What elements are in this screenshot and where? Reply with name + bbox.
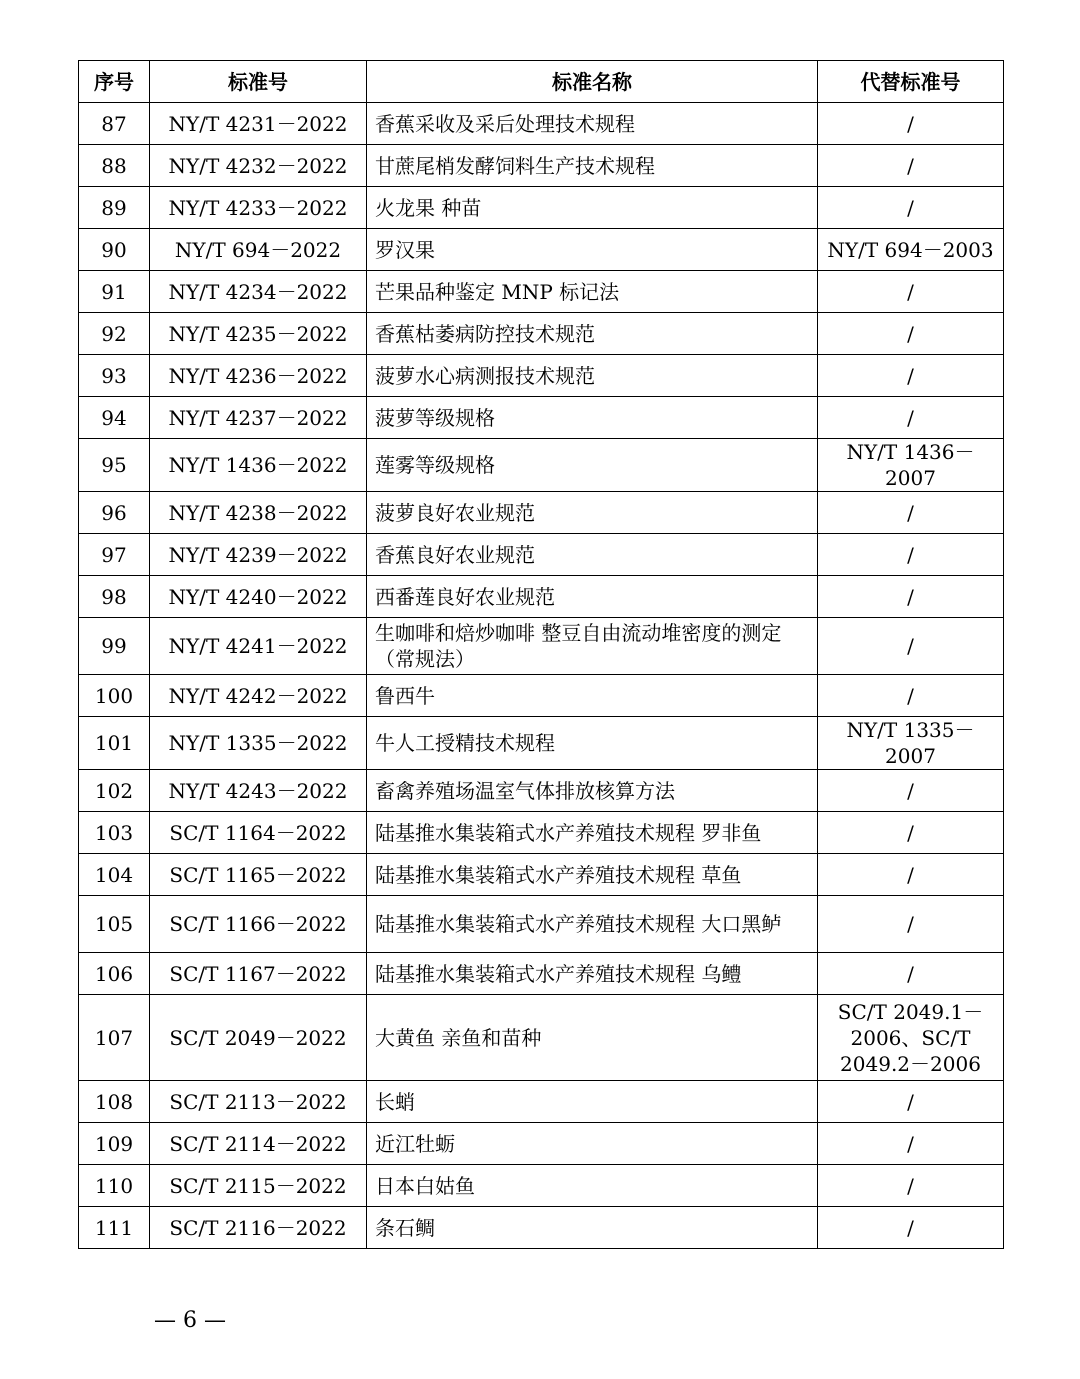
row-standard-code: SC/T 1166－2022 xyxy=(150,896,367,953)
row-standard-name: 西番莲良好农业规范 xyxy=(367,576,818,618)
row-standard-name: 条石鲷 xyxy=(367,1207,818,1249)
row-standard-name: 陆基推水集装箱式水产养殖技术规程 大口黑鲈 xyxy=(367,896,818,953)
row-standard-name: 菠萝等级规格 xyxy=(367,397,818,439)
table-row xyxy=(79,492,1004,534)
row-replaced-standard: / xyxy=(818,812,1004,854)
row-replaced-standard: / xyxy=(818,1165,1004,1207)
row-replaced-standard: / xyxy=(818,534,1004,576)
row-replaced-standard: / xyxy=(818,397,1004,439)
row-standard-name: 近江牡蛎 xyxy=(367,1123,818,1165)
row-replaced-standard: NY/T 1436－2007 xyxy=(818,439,1004,492)
header-standard-name: 标准名称 xyxy=(367,61,818,103)
row-standard-name: 陆基推水集装箱式水产养殖技术规程 乌鳢 xyxy=(367,953,818,995)
table-row xyxy=(79,103,1004,145)
row-standard-code: NY/T 4234－2022 xyxy=(150,271,367,313)
table-row xyxy=(79,770,1004,812)
row-standard-code: SC/T 1164－2022 xyxy=(150,812,367,854)
table-row xyxy=(79,145,1004,187)
row-serial-number: 100 xyxy=(79,675,150,717)
row-serial-number: 87 xyxy=(79,103,150,145)
table-row xyxy=(79,717,1004,770)
table-row xyxy=(79,271,1004,313)
table-row xyxy=(79,995,1004,1081)
table-row xyxy=(79,439,1004,492)
row-standard-code: NY/T 4231－2022 xyxy=(150,103,367,145)
row-standard-name: 日本白姑鱼 xyxy=(367,1165,818,1207)
row-serial-number: 97 xyxy=(79,534,150,576)
row-serial-number: 106 xyxy=(79,953,150,995)
row-standard-name: 香蕉采收及采后处理技术规程 xyxy=(367,103,818,145)
row-standard-name: 莲雾等级规格 xyxy=(367,439,818,492)
row-standard-code: NY/T 1335－2022 xyxy=(150,717,367,770)
row-serial-number: 98 xyxy=(79,576,150,618)
row-serial-number: 91 xyxy=(79,271,150,313)
standards-table xyxy=(78,60,1004,1249)
row-replaced-standard: / xyxy=(818,896,1004,953)
row-standard-code: NY/T 4236－2022 xyxy=(150,355,367,397)
row-replaced-standard: / xyxy=(818,492,1004,534)
row-standard-name: 畜禽养殖场温室气体排放核算方法 xyxy=(367,770,818,812)
row-standard-code: NY/T 1436－2022 xyxy=(150,439,367,492)
row-replaced-standard: / xyxy=(818,103,1004,145)
row-serial-number: 110 xyxy=(79,1165,150,1207)
row-replaced-standard: / xyxy=(818,1123,1004,1165)
row-standard-name: 生咖啡和焙炒咖啡 整豆自由流动堆密度的测定（常规法） xyxy=(367,618,818,675)
row-serial-number: 92 xyxy=(79,313,150,355)
row-standard-name: 菠萝良好农业规范 xyxy=(367,492,818,534)
row-replaced-standard: / xyxy=(818,145,1004,187)
row-standard-code: NY/T 4243－2022 xyxy=(150,770,367,812)
row-serial-number: 94 xyxy=(79,397,150,439)
row-standard-code: SC/T 2049－2022 xyxy=(150,995,367,1081)
row-serial-number: 105 xyxy=(79,896,150,953)
row-replaced-standard: / xyxy=(818,355,1004,397)
row-replaced-standard: NY/T 694－2003 xyxy=(818,229,1004,271)
table-row xyxy=(79,618,1004,675)
row-standard-name: 大黄鱼 亲鱼和苗种 xyxy=(367,995,818,1081)
row-standard-name: 牛人工授精技术规程 xyxy=(367,717,818,770)
row-standard-name: 罗汉果 xyxy=(367,229,818,271)
row-standard-code: SC/T 1165－2022 xyxy=(150,854,367,896)
row-standard-name: 长蛸 xyxy=(367,1081,818,1123)
row-standard-name: 香蕉枯萎病防控技术规范 xyxy=(367,313,818,355)
table-row xyxy=(79,854,1004,896)
table-row xyxy=(79,1165,1004,1207)
row-standard-code: SC/T 2113－2022 xyxy=(150,1081,367,1123)
row-serial-number: 109 xyxy=(79,1123,150,1165)
row-serial-number: 102 xyxy=(79,770,150,812)
header-replaced-standard: 代替标准号 xyxy=(818,61,1004,103)
table-row xyxy=(79,953,1004,995)
row-standard-name: 陆基推水集装箱式水产养殖技术规程 罗非鱼 xyxy=(367,812,818,854)
row-replaced-standard: / xyxy=(818,313,1004,355)
row-standard-code: NY/T 4241－2022 xyxy=(150,618,367,675)
header-serial-number: 序号 xyxy=(79,61,150,103)
row-serial-number: 104 xyxy=(79,854,150,896)
row-replaced-standard: NY/T 1335－2007 xyxy=(818,717,1004,770)
row-replaced-standard: / xyxy=(818,576,1004,618)
row-replaced-standard: / xyxy=(818,1081,1004,1123)
row-standard-name: 菠萝水心病测报技术规范 xyxy=(367,355,818,397)
row-standard-name: 香蕉良好农业规范 xyxy=(367,534,818,576)
row-serial-number: 99 xyxy=(79,618,150,675)
table-row xyxy=(79,355,1004,397)
table-row xyxy=(79,187,1004,229)
row-replaced-standard: SC/T 2049.1－2006、SC/T 2049.2－2006 xyxy=(818,995,1004,1081)
table-row xyxy=(79,896,1004,953)
table-row xyxy=(79,397,1004,439)
row-replaced-standard: / xyxy=(818,187,1004,229)
table-row xyxy=(79,576,1004,618)
table-row xyxy=(79,1207,1004,1249)
row-serial-number: 108 xyxy=(79,1081,150,1123)
table-body xyxy=(79,103,1004,1249)
row-standard-name: 芒果品种鉴定 MNP 标记法 xyxy=(367,271,818,313)
row-replaced-standard: / xyxy=(818,1207,1004,1249)
row-serial-number: 96 xyxy=(79,492,150,534)
table-header-row xyxy=(79,61,1004,103)
row-standard-code: NY/T 4235－2022 xyxy=(150,313,367,355)
row-serial-number: 89 xyxy=(79,187,150,229)
row-replaced-standard: / xyxy=(818,675,1004,717)
table-row xyxy=(79,229,1004,271)
row-standard-code: NY/T 4238－2022 xyxy=(150,492,367,534)
row-standard-code: NY/T 4232－2022 xyxy=(150,145,367,187)
table-row xyxy=(79,313,1004,355)
row-standard-name: 鲁西牛 xyxy=(367,675,818,717)
row-serial-number: 93 xyxy=(79,355,150,397)
row-serial-number: 88 xyxy=(79,145,150,187)
row-standard-code: NY/T 4233－2022 xyxy=(150,187,367,229)
row-standard-code: SC/T 2116－2022 xyxy=(150,1207,367,1249)
row-standard-name: 甘蔗尾梢发酵饲料生产技术规程 xyxy=(367,145,818,187)
row-replaced-standard: / xyxy=(818,854,1004,896)
row-serial-number: 95 xyxy=(79,439,150,492)
row-replaced-standard: / xyxy=(818,618,1004,675)
header-standard-code: 标准号 xyxy=(150,61,367,103)
row-serial-number: 101 xyxy=(79,717,150,770)
row-standard-code: NY/T 4240－2022 xyxy=(150,576,367,618)
row-standard-code: SC/T 2114－2022 xyxy=(150,1123,367,1165)
row-serial-number: 90 xyxy=(79,229,150,271)
table-row xyxy=(79,812,1004,854)
row-replaced-standard: / xyxy=(818,271,1004,313)
row-serial-number: 103 xyxy=(79,812,150,854)
page-number: — 6 — xyxy=(154,1308,226,1333)
row-standard-code: NY/T 4237－2022 xyxy=(150,397,367,439)
row-standard-code: SC/T 2115－2022 xyxy=(150,1165,367,1207)
table-row xyxy=(79,1123,1004,1165)
row-standard-code: SC/T 1167－2022 xyxy=(150,953,367,995)
row-standard-code: NY/T 4239－2022 xyxy=(150,534,367,576)
row-standard-code: NY/T 694－2022 xyxy=(150,229,367,271)
table-row xyxy=(79,675,1004,717)
row-standard-name: 火龙果 种苗 xyxy=(367,187,818,229)
row-standard-code: NY/T 4242－2022 xyxy=(150,675,367,717)
row-serial-number: 107 xyxy=(79,995,150,1081)
row-serial-number: 111 xyxy=(79,1207,150,1249)
row-replaced-standard: / xyxy=(818,770,1004,812)
row-standard-name: 陆基推水集装箱式水产养殖技术规程 草鱼 xyxy=(367,854,818,896)
table-row xyxy=(79,534,1004,576)
table-row xyxy=(79,1081,1004,1123)
row-replaced-standard: / xyxy=(818,953,1004,995)
